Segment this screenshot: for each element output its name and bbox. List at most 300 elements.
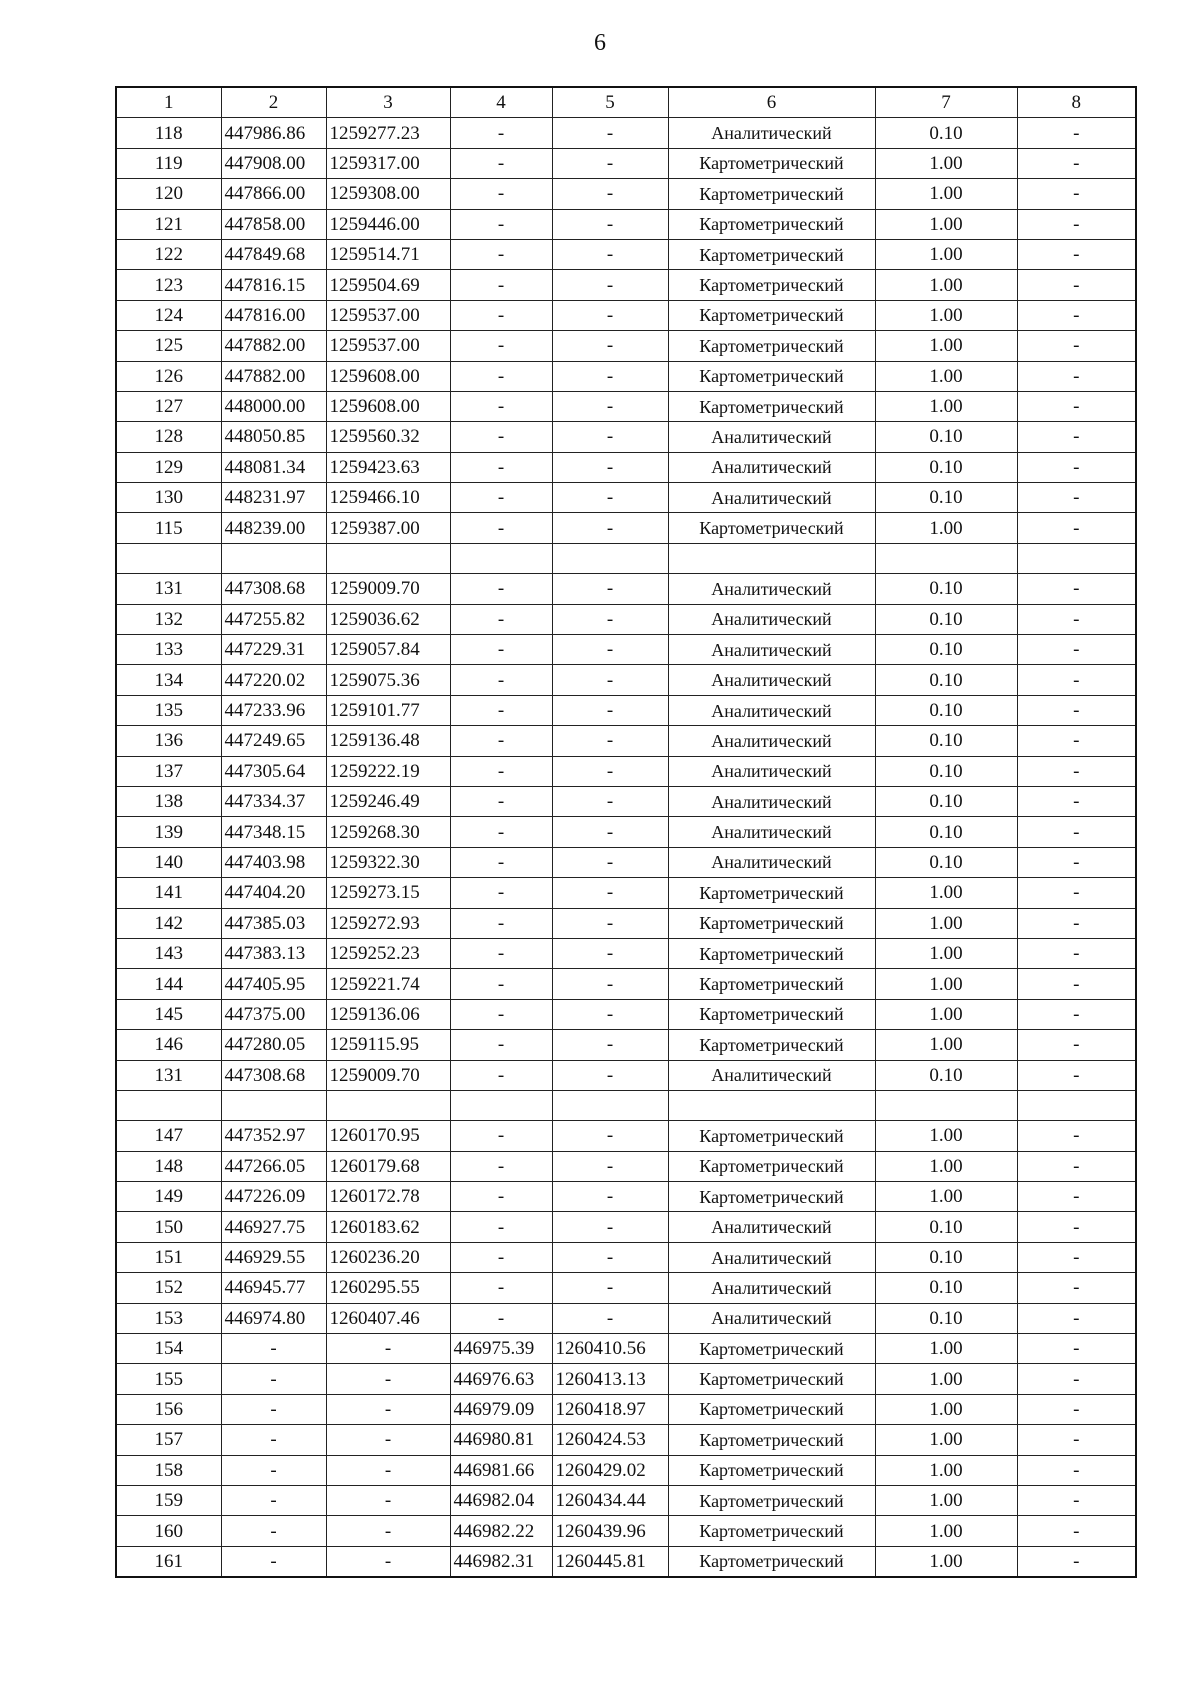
note-cell: - [1017,118,1136,148]
table-row [116,817,1136,847]
accuracy-cell: 1.00 [875,1121,1017,1151]
table-row [116,1242,1136,1272]
table-row [116,1212,1136,1242]
y-coord-cell: 1260295.55 [326,1273,450,1303]
method-cell: Аналитический [668,574,875,604]
y-new-coord-cell: - [552,1182,668,1212]
accuracy-cell: 1.00 [875,513,1017,543]
x-new-coord-cell: - [450,1121,552,1151]
x-new-coord-cell: - [450,665,552,695]
x-coord-cell: - [221,1485,326,1515]
y-new-coord-cell: - [552,148,668,178]
y-coord-cell: 1259308.00 [326,179,450,209]
table-row [116,148,1136,178]
method-cell: Картометрический [668,1485,875,1515]
note-cell: - [1017,452,1136,482]
y-coord-cell: 1260172.78 [326,1182,450,1212]
x-new-coord-cell: - [450,847,552,877]
x-new-coord-cell: - [450,422,552,452]
note-cell: - [1017,148,1136,178]
y-coord-cell: 1260236.20 [326,1242,450,1272]
point-number-cell: 131 [116,574,221,604]
y-new-coord-cell: - [552,786,668,816]
y-coord-cell: 1259387.00 [326,513,450,543]
note-cell: - [1017,1485,1136,1515]
table-row [116,1516,1136,1546]
accuracy-cell: 1.00 [875,1425,1017,1455]
accuracy-cell: 0.10 [875,695,1017,725]
point-number-cell: 140 [116,847,221,877]
table-row [116,786,1136,816]
y-new-coord-cell: - [552,574,668,604]
accuracy-cell: 1.00 [875,1455,1017,1485]
accuracy-cell: 1.00 [875,938,1017,968]
point-number-cell: 157 [116,1425,221,1455]
note-cell: - [1017,1546,1136,1577]
note-cell: - [1017,1334,1136,1364]
x-coord-cell: 447280.05 [221,1030,326,1060]
x-new-coord-cell: - [450,574,552,604]
table-row [116,574,1136,604]
x-coord-cell [221,1090,326,1120]
accuracy-cell: 1.00 [875,1151,1017,1181]
x-coord-cell: 448231.97 [221,483,326,513]
point-number-cell: 145 [116,999,221,1029]
header-cell: 2 [221,87,326,118]
method-cell: Картометрический [668,1121,875,1151]
y-new-coord-cell: 1260434.44 [552,1485,668,1515]
method-cell: Аналитический [668,118,875,148]
point-number-cell: 126 [116,361,221,391]
point-number-cell: 125 [116,331,221,361]
y-new-coord-cell: - [552,331,668,361]
accuracy-cell [875,543,1017,573]
x-new-coord-cell: - [450,908,552,938]
x-new-coord-cell: 446982.04 [450,1485,552,1515]
table-row [116,756,1136,786]
x-new-coord-cell: - [450,361,552,391]
method-cell: Аналитический [668,695,875,725]
x-new-coord-cell: 446981.66 [450,1455,552,1485]
y-coord-cell: - [326,1516,450,1546]
x-coord-cell: 447308.68 [221,574,326,604]
method-cell [668,543,875,573]
table-row [116,726,1136,756]
note-cell: - [1017,1060,1136,1090]
header-cell: 4 [450,87,552,118]
y-new-coord-cell: - [552,665,668,695]
y-coord-cell [326,543,450,573]
accuracy-cell: 1.00 [875,1030,1017,1060]
x-coord-cell: 447385.03 [221,908,326,938]
accuracy-cell: 0.10 [875,422,1017,452]
accuracy-cell: 0.10 [875,118,1017,148]
table-row [116,847,1136,877]
y-new-coord-cell: - [552,1030,668,1060]
accuracy-cell: 0.10 [875,726,1017,756]
table-row [116,1090,1136,1120]
table-row [116,999,1136,1029]
point-number-cell: 121 [116,209,221,239]
point-number-cell: 150 [116,1212,221,1242]
note-cell: - [1017,1303,1136,1333]
x-new-coord-cell: - [450,999,552,1029]
point-number-cell: 136 [116,726,221,756]
table-row [116,239,1136,269]
y-coord-cell: 1259075.36 [326,665,450,695]
method-cell: Картометрический [668,1182,875,1212]
y-new-coord-cell: - [552,817,668,847]
x-coord-cell: - [221,1455,326,1485]
x-new-coord-cell: - [450,1212,552,1242]
point-number-cell: 142 [116,908,221,938]
point-number-cell: 139 [116,817,221,847]
y-new-coord-cell: - [552,756,668,786]
method-cell: Картометрический [668,270,875,300]
x-new-coord-cell: - [450,1303,552,1333]
note-cell: - [1017,422,1136,452]
y-coord-cell: 1259537.00 [326,331,450,361]
accuracy-cell: 1.00 [875,331,1017,361]
note-cell: - [1017,1273,1136,1303]
x-coord-cell: 447249.65 [221,726,326,756]
note-cell: - [1017,726,1136,756]
y-new-coord-cell: - [552,361,668,391]
x-new-coord-cell: 446976.63 [450,1364,552,1394]
note-cell: - [1017,604,1136,634]
table-row [116,513,1136,543]
note-cell: - [1017,878,1136,908]
method-cell: Картометрический [668,1425,875,1455]
y-coord-cell: 1259136.48 [326,726,450,756]
method-cell: Картометрический [668,300,875,330]
method-cell: Аналитический [668,756,875,786]
point-number-cell: 154 [116,1334,221,1364]
accuracy-cell: 1.00 [875,1364,1017,1394]
note-cell: - [1017,300,1136,330]
x-coord-cell: 447305.64 [221,756,326,786]
note-cell: - [1017,938,1136,968]
y-new-coord-cell: - [552,1151,668,1181]
y-coord-cell: 1259273.15 [326,878,450,908]
header-cell: 7 [875,87,1017,118]
x-coord-cell: 447383.13 [221,938,326,968]
y-new-coord-cell: - [552,999,668,1029]
x-new-coord-cell: - [450,969,552,999]
table-row [116,1030,1136,1060]
point-number-cell: 122 [116,239,221,269]
point-number-cell: 134 [116,665,221,695]
x-coord-cell: 447233.96 [221,695,326,725]
table-row [116,1485,1136,1515]
accuracy-cell: 1.00 [875,179,1017,209]
y-coord-cell: 1259115.95 [326,1030,450,1060]
note-cell: - [1017,999,1136,1029]
y-coord-cell: 1259057.84 [326,635,450,665]
table-row [116,908,1136,938]
x-coord-cell: - [221,1334,326,1364]
y-new-coord-cell: - [552,452,668,482]
table-row [116,635,1136,665]
y-new-coord-cell: - [552,179,668,209]
table-row [116,270,1136,300]
y-new-coord-cell: 1260413.13 [552,1364,668,1394]
accuracy-cell: 1.00 [875,209,1017,239]
x-new-coord-cell: - [450,1242,552,1272]
x-coord-cell: 447882.00 [221,331,326,361]
x-new-coord-cell: 446982.22 [450,1516,552,1546]
x-coord-cell: 447255.82 [221,604,326,634]
method-cell: Аналитический [668,422,875,452]
y-new-coord-cell: 1260424.53 [552,1425,668,1455]
accuracy-cell: 1.00 [875,878,1017,908]
x-new-coord-cell: - [450,148,552,178]
accuracy-cell: 0.10 [875,604,1017,634]
table-row [116,665,1136,695]
point-number-cell: 129 [116,452,221,482]
method-cell [668,1090,875,1120]
method-cell: Аналитический [668,726,875,756]
table-row [116,1151,1136,1181]
note-cell: - [1017,1455,1136,1485]
y-new-coord-cell: - [552,847,668,877]
table-row [116,1394,1136,1424]
x-new-coord-cell: - [450,239,552,269]
method-cell: Картометрический [668,148,875,178]
x-coord-cell: - [221,1394,326,1424]
y-new-coord-cell: - [552,1303,668,1333]
y-coord-cell: - [326,1364,450,1394]
x-coord-cell: 447816.15 [221,270,326,300]
point-number-cell: 153 [116,1303,221,1333]
point-number-cell: 143 [116,938,221,968]
y-new-coord-cell: - [552,604,668,634]
accuracy-cell: 1.00 [875,969,1017,999]
y-coord-cell [326,1090,450,1120]
coordinates-table [115,86,1137,1578]
point-number-cell [116,543,221,573]
x-coord-cell: 447334.37 [221,786,326,816]
x-new-coord-cell: - [450,695,552,725]
table-row [116,1334,1136,1364]
y-coord-cell: 1260170.95 [326,1121,450,1151]
table-row [116,543,1136,573]
method-cell: Аналитический [668,635,875,665]
point-number-cell: 124 [116,300,221,330]
y-new-coord-cell: - [552,1273,668,1303]
method-cell: Картометрический [668,391,875,421]
note-cell: - [1017,695,1136,725]
y-new-coord-cell: - [552,726,668,756]
note-cell: - [1017,969,1136,999]
x-coord-cell: 447816.00 [221,300,326,330]
x-coord-cell: 446945.77 [221,1273,326,1303]
y-new-coord-cell: - [552,118,668,148]
accuracy-cell: 1.00 [875,270,1017,300]
point-number-cell: 127 [116,391,221,421]
x-coord-cell: 447882.00 [221,361,326,391]
accuracy-cell: 1.00 [875,999,1017,1029]
y-new-coord-cell: - [552,1121,668,1151]
note-cell: - [1017,1425,1136,1455]
x-new-coord-cell: - [450,209,552,239]
y-new-coord-cell: - [552,695,668,725]
x-coord-cell: 447866.00 [221,179,326,209]
table-row [116,1121,1136,1151]
note-cell: - [1017,179,1136,209]
method-cell: Аналитический [668,452,875,482]
point-number-cell: 149 [116,1182,221,1212]
table-row [116,452,1136,482]
table-row [116,361,1136,391]
table-row [116,1364,1136,1394]
accuracy-cell: 1.00 [875,1516,1017,1546]
method-cell: Картометрический [668,361,875,391]
header-cell: 3 [326,87,450,118]
accuracy-cell: 0.10 [875,483,1017,513]
x-coord-cell: 447908.00 [221,148,326,178]
x-new-coord-cell: - [450,118,552,148]
point-number-cell: 120 [116,179,221,209]
method-cell: Картометрический [668,1151,875,1181]
x-coord-cell: 447348.15 [221,817,326,847]
x-new-coord-cell: - [450,391,552,421]
table-row [116,300,1136,330]
y-new-coord-cell: 1260445.81 [552,1546,668,1577]
method-cell: Картометрический [668,209,875,239]
x-coord-cell: 447405.95 [221,969,326,999]
accuracy-cell: 0.10 [875,1212,1017,1242]
accuracy-cell: 0.10 [875,1273,1017,1303]
x-new-coord-cell: - [450,270,552,300]
method-cell: Картометрический [668,179,875,209]
accuracy-cell: 1.00 [875,300,1017,330]
x-new-coord-cell: - [450,483,552,513]
accuracy-cell: 1.00 [875,361,1017,391]
y-coord-cell: - [326,1425,450,1455]
x-coord-cell: - [221,1364,326,1394]
x-coord-cell: - [221,1516,326,1546]
x-coord-cell: 447266.05 [221,1151,326,1181]
x-coord-cell: 447226.09 [221,1182,326,1212]
note-cell: - [1017,1030,1136,1060]
y-new-coord-cell: - [552,1242,668,1272]
x-coord-cell: 446927.75 [221,1212,326,1242]
x-coord-cell: 447858.00 [221,209,326,239]
accuracy-cell: 0.10 [875,452,1017,482]
point-number-cell: 131 [116,1060,221,1090]
method-cell: Аналитический [668,847,875,877]
x-coord-cell: - [221,1425,326,1455]
x-new-coord-cell: - [450,1060,552,1090]
method-cell: Аналитический [668,786,875,816]
y-coord-cell: 1259009.70 [326,574,450,604]
note-cell: - [1017,756,1136,786]
y-coord-cell: 1259446.00 [326,209,450,239]
y-new-coord-cell: - [552,239,668,269]
y-new-coord-cell: - [552,513,668,543]
x-coord-cell: 447220.02 [221,665,326,695]
x-coord-cell: 447308.68 [221,1060,326,1090]
point-number-cell: 148 [116,1151,221,1181]
y-coord-cell: 1259537.00 [326,300,450,330]
y-coord-cell: 1259272.93 [326,908,450,938]
y-coord-cell: 1259514.71 [326,239,450,269]
point-number-cell: 141 [116,878,221,908]
accuracy-cell [875,1090,1017,1120]
note-cell [1017,1090,1136,1120]
table-row [116,391,1136,421]
x-new-coord-cell: - [450,1182,552,1212]
x-coord-cell: 448050.85 [221,422,326,452]
y-new-coord-cell: 1260429.02 [552,1455,668,1485]
y-new-coord-cell: - [552,1060,668,1090]
point-number-cell: 147 [116,1121,221,1151]
header-cell: 6 [668,87,875,118]
note-cell [1017,543,1136,573]
point-number-cell: 160 [116,1516,221,1546]
accuracy-cell: 1.00 [875,148,1017,178]
point-number-cell: 155 [116,1364,221,1394]
y-new-coord-cell [552,1090,668,1120]
y-new-coord-cell: - [552,938,668,968]
y-coord-cell: 1259101.77 [326,695,450,725]
note-cell: - [1017,1242,1136,1272]
method-cell: Картометрический [668,1030,875,1060]
point-number-cell: 133 [116,635,221,665]
method-cell: Картометрический [668,1364,875,1394]
x-coord-cell: 447375.00 [221,999,326,1029]
point-number-cell: 118 [116,118,221,148]
point-number-cell: 158 [116,1455,221,1485]
accuracy-cell: 1.00 [875,908,1017,938]
y-new-coord-cell: - [552,635,668,665]
method-cell: Картометрический [668,513,875,543]
accuracy-cell: 1.00 [875,1394,1017,1424]
point-number-cell: 138 [116,786,221,816]
note-cell: - [1017,817,1136,847]
note-cell: - [1017,331,1136,361]
method-cell: Картометрический [668,1334,875,1364]
note-cell: - [1017,1182,1136,1212]
y-coord-cell: 1259246.49 [326,786,450,816]
y-coord-cell: 1259423.63 [326,452,450,482]
table-row [116,604,1136,634]
table-row [116,1425,1136,1455]
accuracy-cell: 0.10 [875,635,1017,665]
y-coord-cell: 1259221.74 [326,969,450,999]
y-new-coord-cell: - [552,391,668,421]
point-number-cell: 130 [116,483,221,513]
point-number-cell: 137 [116,756,221,786]
note-cell: - [1017,483,1136,513]
note-cell: - [1017,239,1136,269]
y-new-coord-cell [552,543,668,573]
table-row [116,483,1136,513]
note-cell: - [1017,1364,1136,1394]
method-cell: Аналитический [668,1273,875,1303]
x-new-coord-cell: - [450,1273,552,1303]
y-coord-cell: 1259036.62 [326,604,450,634]
point-number-cell: 152 [116,1273,221,1303]
point-number-cell: 128 [116,422,221,452]
point-number-cell: 123 [116,270,221,300]
note-cell: - [1017,786,1136,816]
y-coord-cell: 1260179.68 [326,1151,450,1181]
note-cell: - [1017,1121,1136,1151]
y-coord-cell: - [326,1394,450,1424]
table-row [116,1455,1136,1485]
